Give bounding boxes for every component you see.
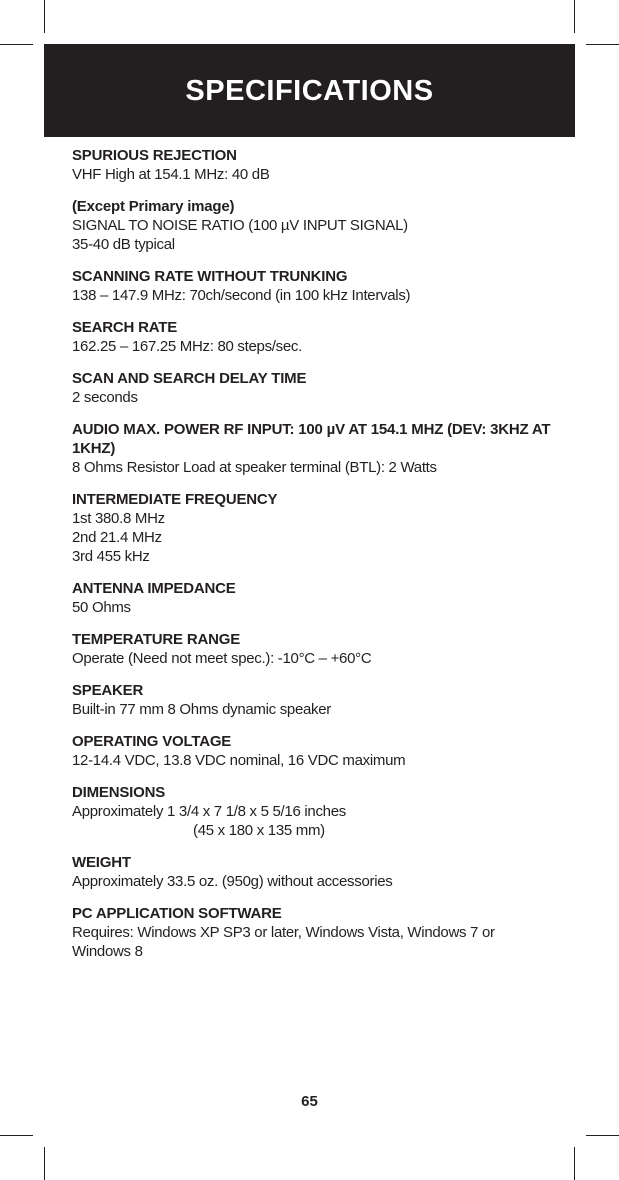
spec-intermediate-frequency <box>72 490 552 566</box>
spec-value: 2nd 21.4 MHz <box>72 529 162 546</box>
spec-value: (45 x 180 x 135 mm) <box>193 822 325 839</box>
spec-title: PC APPLICATION SOFTWARE <box>72 905 282 922</box>
crop-mark-bottom-right-horizontal <box>586 1135 619 1136</box>
crop-mark-top-right-vertical <box>574 0 575 33</box>
spec-antenna-impedance <box>72 579 552 617</box>
crop-mark-bottom-left-horizontal <box>0 1135 33 1136</box>
spec-value: Approximately 1 3/4 x 7 1/8 x 5 5/16 inches <box>72 803 346 820</box>
crop-mark-top-left-vertical <box>44 0 45 33</box>
spec-title: SCANNING RATE WITHOUT TRUNKING <box>72 268 348 285</box>
spec-title: SPURIOUS REJECTION <box>72 147 237 164</box>
spec-operating-voltage <box>72 732 552 770</box>
spec-value: 2 seconds <box>72 389 138 406</box>
spec-title: SEARCH RATE <box>72 319 178 336</box>
spec-signal-to-noise <box>72 197 552 254</box>
spec-value: 8 Ohms Resistor Load at speaker terminal (BTL): 2 Watts <box>72 459 437 476</box>
header-band <box>44 44 575 137</box>
spec-value: 138 – 147.9 MHz: 70ch/second (in 100 kHz Intervals) <box>72 287 411 304</box>
crop-mark-top-left-horizontal <box>0 44 33 45</box>
spec-value: Approximately 33.5 oz. (950g) without accessories <box>72 873 393 890</box>
spec-title: SPEAKER <box>72 682 144 699</box>
spec-pc-software <box>72 904 552 961</box>
specifications-list <box>72 146 552 961</box>
spec-value: 1st 380.8 MHz <box>72 510 165 527</box>
spec-value: 35-40 dB typical <box>72 236 175 253</box>
spec-title: SCAN AND SEARCH DELAY TIME <box>72 370 307 387</box>
spec-title: OPERATING VOLTAGE <box>72 733 232 750</box>
spec-delay-time <box>72 369 552 407</box>
spec-value: Operate (Need not meet spec.): -10°C – +60°C <box>72 650 372 667</box>
spec-weight <box>72 853 552 891</box>
spec-value: SIGNAL TO NOISE RATIO (100 µV INPUT SIGNAL) <box>72 217 408 234</box>
spec-title: INTERMEDIATE FREQUENCY <box>72 491 278 508</box>
spec-value: 12-14.4 VDC, 13.8 VDC nominal, 16 VDC maximum <box>72 752 406 769</box>
spec-scanning-rate <box>72 267 552 305</box>
spec-temperature-range <box>72 630 552 668</box>
spec-value: Requires: Windows XP SP3 or later, Windows Vista, Windows 7 or Windows 8 <box>72 924 495 960</box>
spec-title: TEMPERATURE RANGE <box>72 631 240 648</box>
crop-mark-bottom-right-vertical <box>574 1147 575 1180</box>
page-title: SPECIFICATIONS <box>185 75 434 107</box>
spec-value: 50 Ohms <box>72 599 131 616</box>
spec-value: 162.25 – 167.25 MHz: 80 steps/sec. <box>72 338 302 355</box>
spec-title: ANTENNA IMPEDANCE <box>72 580 236 597</box>
spec-title: (Except Primary image) <box>72 198 235 215</box>
crop-mark-bottom-left-vertical <box>44 1147 45 1180</box>
spec-spurious-rejection <box>72 146 552 184</box>
spec-speaker <box>72 681 552 719</box>
spec-title: WEIGHT <box>72 854 131 871</box>
spec-title: DIMENSIONS <box>72 784 166 801</box>
spec-search-rate <box>72 318 552 356</box>
spec-dimensions <box>72 783 552 840</box>
spec-value: 3rd 455 kHz <box>72 548 150 565</box>
page-number: 65 <box>301 1093 318 1110</box>
spec-value: Built-in 77 mm 8 Ohms dynamic speaker <box>72 701 331 718</box>
crop-mark-top-right-horizontal <box>586 44 619 45</box>
spec-value: VHF High at 154.1 MHz: 40 dB <box>72 166 270 183</box>
spec-audio-power <box>72 420 552 477</box>
spec-title: AUDIO MAX. POWER RF INPUT: 100 µV AT 154.1 MHZ (DEV: 3KHZ AT 1KHZ) <box>72 421 551 457</box>
